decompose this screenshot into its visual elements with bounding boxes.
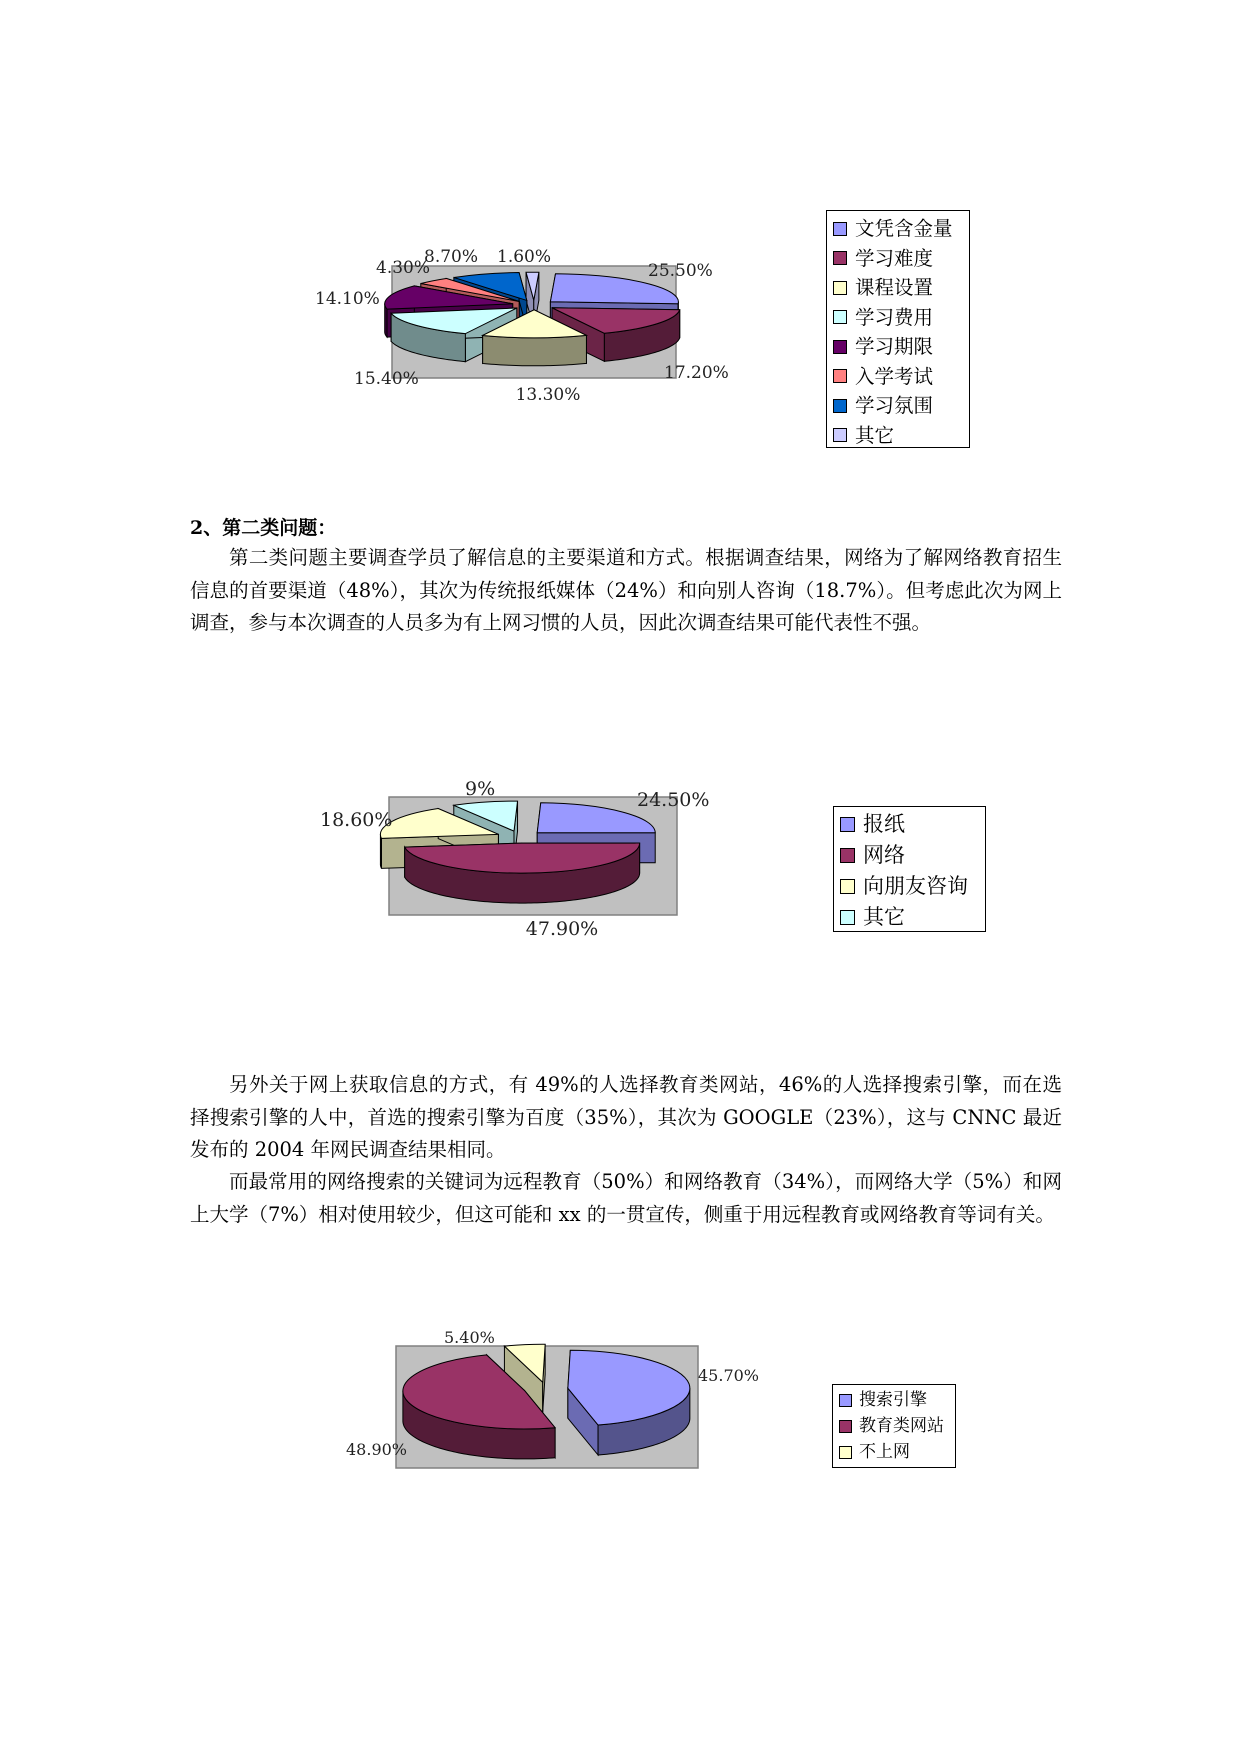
data-label-2-1: 24.50% <box>637 789 710 811</box>
legend-label: 教育类网站 <box>859 1416 944 1436</box>
data-label-1-1: 25.50% <box>648 261 713 281</box>
body-paragraph-2-text: 而最常用的网络搜索的关键词为远程教育（50%）和网络教育（34%），而网络大学（5%）和网上大学（7%）相对使用较少，但这可能和 xx 的一贯宣传，侧重于用远程教育或网络教育等词有关。 <box>190 1170 1062 1226</box>
legend-swatch <box>839 1420 852 1433</box>
legend-label: 学习费用 <box>855 305 934 329</box>
legend-label: 学习期限 <box>855 335 934 358</box>
data-label-2-4: 9% <box>465 778 496 800</box>
legend-swatch <box>839 1446 852 1459</box>
legend-label: 其它 <box>855 423 895 447</box>
section-heading: 2、第二类问题： <box>190 517 337 539</box>
pie-chart-3-legend <box>832 1384 956 1468</box>
data-label-1-2: 17.20% <box>664 363 729 383</box>
data-label-3-2: 48.90% <box>346 1440 408 1459</box>
legend-swatch <box>839 1394 852 1407</box>
legend-label: 搜索引擎 <box>859 1390 927 1410</box>
data-label-3-3: 5.40% <box>444 1328 495 1347</box>
body-paragraph-1-text: 另外关于网上获取信息的方式，有 49%的人选择教育类网站，46%的人选择搜索引擎，而在选择搜索引擎的人中，首选的搜索引擎为百度（35%），其次为 GOOGLE（23%），这与 CNNC 最近发布的 2004 年网民调查结果相同。 <box>190 1073 1062 1161</box>
data-label-1-7: 8.70% <box>424 247 479 267</box>
legend-item-3-2 <box>839 1413 955 1439</box>
legend-label: 向朋友咨询 <box>863 874 968 898</box>
data-label-1-8: 1.60% <box>497 247 552 267</box>
legend-label: 文凭含金量 <box>855 217 953 240</box>
data-label-1-3: 13.30% <box>515 385 581 405</box>
data-label-1-4: 15.40% <box>354 369 419 389</box>
legend-label: 课程设置 <box>855 276 934 299</box>
legend-label: 不上网 <box>859 1442 910 1462</box>
data-label-1-5: 14.10% <box>315 289 380 309</box>
legend-label: 网络 <box>863 843 905 867</box>
legend-label: 入学考试 <box>855 364 934 388</box>
legend-label: 报纸 <box>863 812 905 836</box>
data-label-1-6: 4.30% <box>376 258 431 278</box>
legend-label: 学习难度 <box>855 246 934 270</box>
section-paragraph-text: 第二类问题主要调查学员了解信息的主要渠道和方式。根据调查结果，网络为了解网络教育招生信息的首要渠道（48%），其次为传统报纸媒体（24%）和向别人咨询（18.7%）。但考虑此次为网上调查，参与本次调查的人员多为有上网习惯的人员，因此次调查结果可能代表性不强。 <box>190 546 1062 634</box>
data-label-2-3: 18.60% <box>320 809 393 831</box>
legend-label: 学习氛围 <box>855 394 934 417</box>
data-label-2-2: 47.90% <box>525 918 599 940</box>
legend-item-3-1 <box>839 1387 955 1413</box>
legend-label: 其它 <box>863 905 905 929</box>
legend-item-3-3 <box>839 1439 955 1465</box>
data-label-3-1: 45.70% <box>698 1366 760 1385</box>
